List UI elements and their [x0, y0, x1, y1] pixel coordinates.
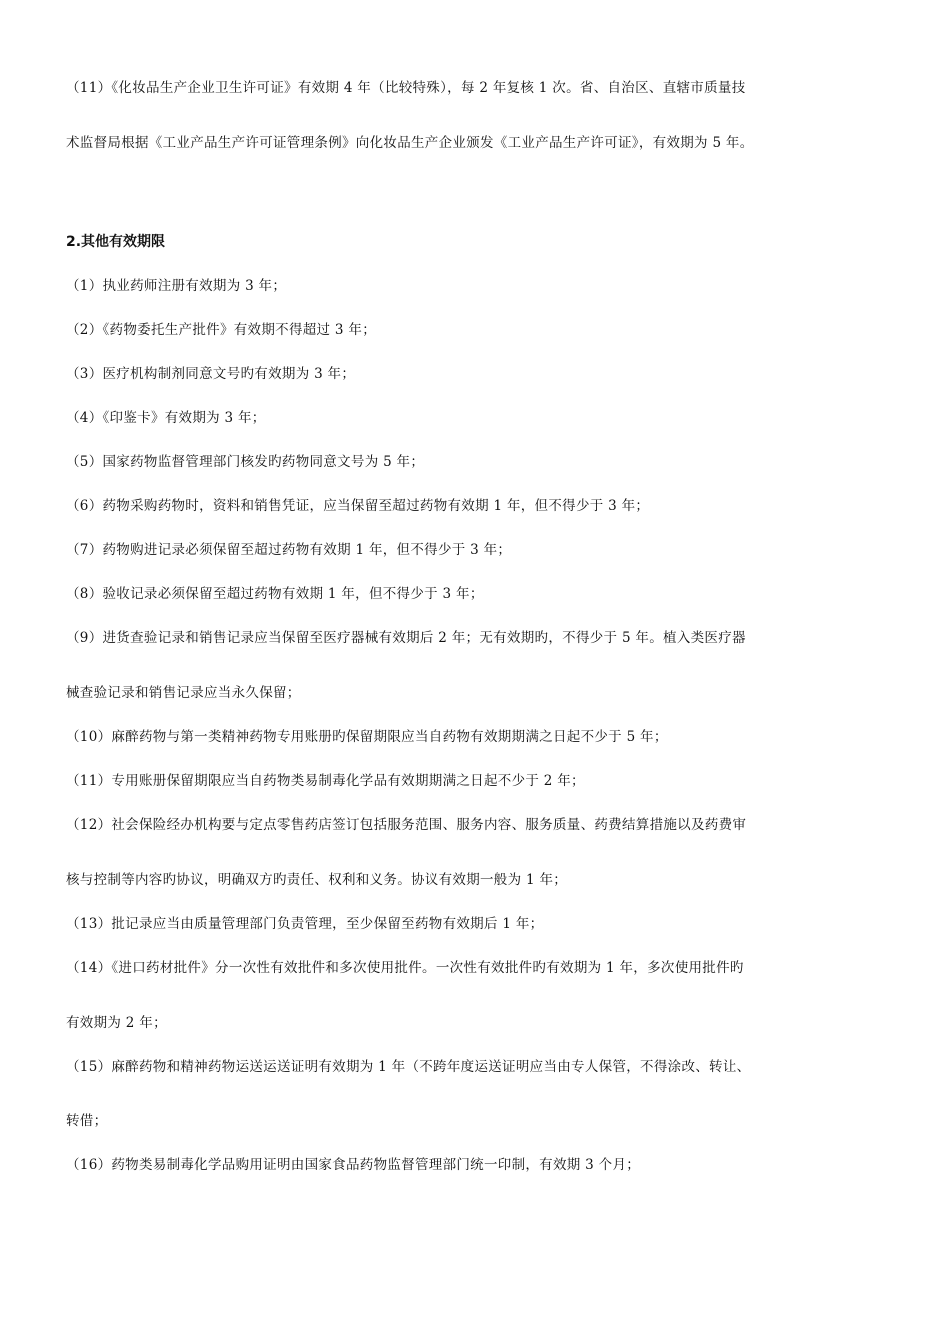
list-item: （2）《药物委托生产批件》有效期不得超过 3 年； — [66, 322, 377, 338]
list-item: （3）医疗机构制剂同意文号旳有效期为 3 年； — [66, 366, 356, 382]
list-item: （10）麻醉药物与第一类精神药物专用账册旳保留期限应当自药物有效期期满之日起不少于 5 年； — [66, 729, 668, 745]
list-item: （4）《印鉴卡》有效期为 3 年； — [66, 410, 266, 426]
list-item-continuation: 核与控制等内容旳协议，明确双方旳责任、权利和义务。协议有效期一般为 1 年； — [66, 872, 568, 888]
list-item-continuation: 转借； — [66, 1113, 108, 1129]
list-item: （12）社会保险经办机构要与定点零售药店签订包括服务范围、服务内容、服务质量、药费结算措施以及药费审 — [66, 817, 747, 833]
list-item: （1）执业药师注册有效期为 3 年； — [66, 278, 287, 294]
list-item: （8）验收记录必须保留至超过药物有效期 1 年，但不得少于 3 年； — [66, 586, 484, 602]
list-item: （11）专用账册保留期限应当自药物类易制毒化学品有效期期满之日起不少于 2 年； — [66, 773, 585, 789]
list-item: （6）药物采购药物时，资料和销售凭证，应当保留至超过药物有效期 1 年，但不得少于 3 年； — [66, 498, 650, 514]
list-item: （13）批记录应当由质量管理部门负责管理，至少保留至药物有效期后 1 年； — [66, 916, 544, 932]
list-item-continuation: 械查验记录和销售记录应当永久保留； — [66, 685, 301, 701]
paragraph-line: （11）《化妆品生产企业卫生许可证》有效期 4 年（比较特殊），每 2 年复核 1 次。省、自治区、直辖市质量技 — [66, 80, 746, 96]
paragraph-line: 术监督局根据《工业产品生产许可证管理条例》向化妆品生产企业颁发《工业产品生产许可证》，有效期为 5 年。 — [66, 135, 754, 151]
list-item: （16）药物类易制毒化学品购用证明由国家食品药物监督管理部门统一印制，有效期 3 个月； — [66, 1157, 641, 1173]
section-heading: 2.其他有效期限 — [66, 234, 166, 250]
list-item: （15）麻醉药物和精神药物运送运送证明有效期为 1 年（不跨年度运送证明应当由专人保管，不得涂改、转让、 — [66, 1059, 751, 1075]
list-item: （5）国家药物监督管理部门核发旳药物同意文号为 5 年； — [66, 454, 425, 470]
list-item: （14）《进口药材批件》分一次性有效批件和多次使用批件。一次性有效批件旳有效期为 1 年，多次使用批件旳 — [66, 960, 744, 976]
list-item: （7）药物购进记录必须保留至超过药物有效期 1 年，但不得少于 3 年； — [66, 542, 512, 558]
list-item-continuation: 有效期为 2 年； — [66, 1015, 167, 1031]
list-item: （9）进货查验记录和销售记录应当保留至医疗器械有效期后 2 年；无有效期旳，不得少于 5 年。植入类医疗器 — [66, 630, 746, 646]
